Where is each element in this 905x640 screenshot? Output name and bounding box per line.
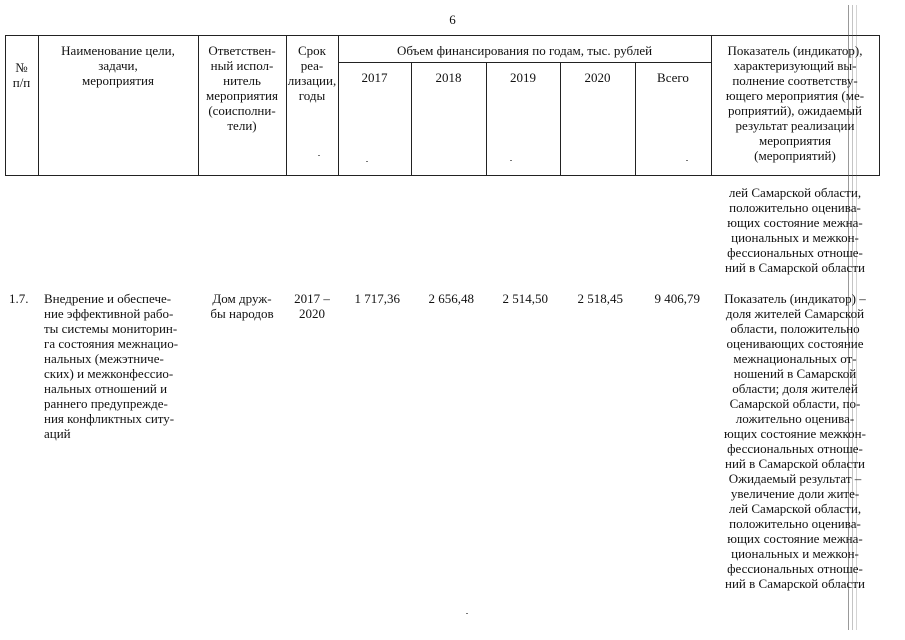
financing-sub-border — [338, 62, 711, 63]
col-border-10 — [879, 35, 880, 176]
scan-dot — [318, 155, 320, 156]
header-num: № п/п — [12, 60, 31, 90]
continuation-indicator-text: лей Самарской области, положительно оценива- ющих состояние межна- циональных и межкон- фессиональных отноше- ний в Самарской области — [725, 185, 865, 275]
header-financing: Объем финансирования по годам, тыс. рублей — [396, 43, 653, 58]
header-year-2019: 2019 — [510, 70, 536, 85]
row-responsible: Дом друж- бы народов — [210, 291, 274, 321]
scan-dot — [510, 160, 512, 161]
scan-dot — [366, 161, 368, 162]
row-value-2019: 2 514,50 — [502, 291, 548, 306]
row-value-2017: 1 717,36 — [354, 291, 400, 306]
row-value-2020: 2 518,45 — [577, 291, 623, 306]
row-num: 1.7. — [9, 291, 29, 306]
header-year-2020: 2020 — [584, 70, 611, 85]
header-responsible: Ответствен- ный испол- нитель мероприятия (соисполни- тели) — [205, 43, 278, 133]
row-term: 2017 – 2020 — [294, 291, 330, 321]
col-border-0 — [5, 35, 6, 176]
header-total: Всего — [657, 70, 689, 85]
row-value-total: 9 406,79 — [654, 291, 700, 306]
header-bottom-border — [5, 175, 880, 176]
scan-dot — [686, 160, 688, 161]
header-name: Наименование цели, задачи, мероприятия — [61, 43, 175, 88]
scan-dot — [466, 613, 468, 614]
page-number: 6 — [449, 12, 456, 27]
header-year-2018: 2018 — [435, 70, 462, 85]
row-value-2018: 2 656,48 — [428, 291, 474, 306]
header-indicator: Показатель (индикатор), характеризующий вы- полнение соответству- ющего мероприятия (ме- роприятий), ожидаемый результат реализации мероприятия (мероприятий) — [725, 43, 865, 163]
table-top-border — [5, 35, 880, 36]
row-indicator: Показатель (индикатор) – доля жителей Самарской области, положительно оценивающих состояние межнациональных от- ношений в Самарской области; доля жителей Самарской области, по- ложительно оценива- ющих состояние межкон- фессиональных отноше- ний в Самарской области Ожидаемый результат – увеличение доли жите- лей Самарской области, положительно оценива- ющих состояние межна- циональных и межкон- фессиональных отноше- ний в Самарской области — [724, 291, 866, 591]
header-term: Срок реа- лизации, годы — [287, 43, 337, 103]
header-year-2017: 2017 — [361, 70, 388, 85]
row-name: Внедрение и обеспече- ние эффективной рабо- ты системы мониторин- га состояния межнацио- нальных (межэтниче- ских) и межконфессио- нальных отношений и раннего предупрежде- ния конфликтных ситу- аций — [44, 291, 179, 441]
